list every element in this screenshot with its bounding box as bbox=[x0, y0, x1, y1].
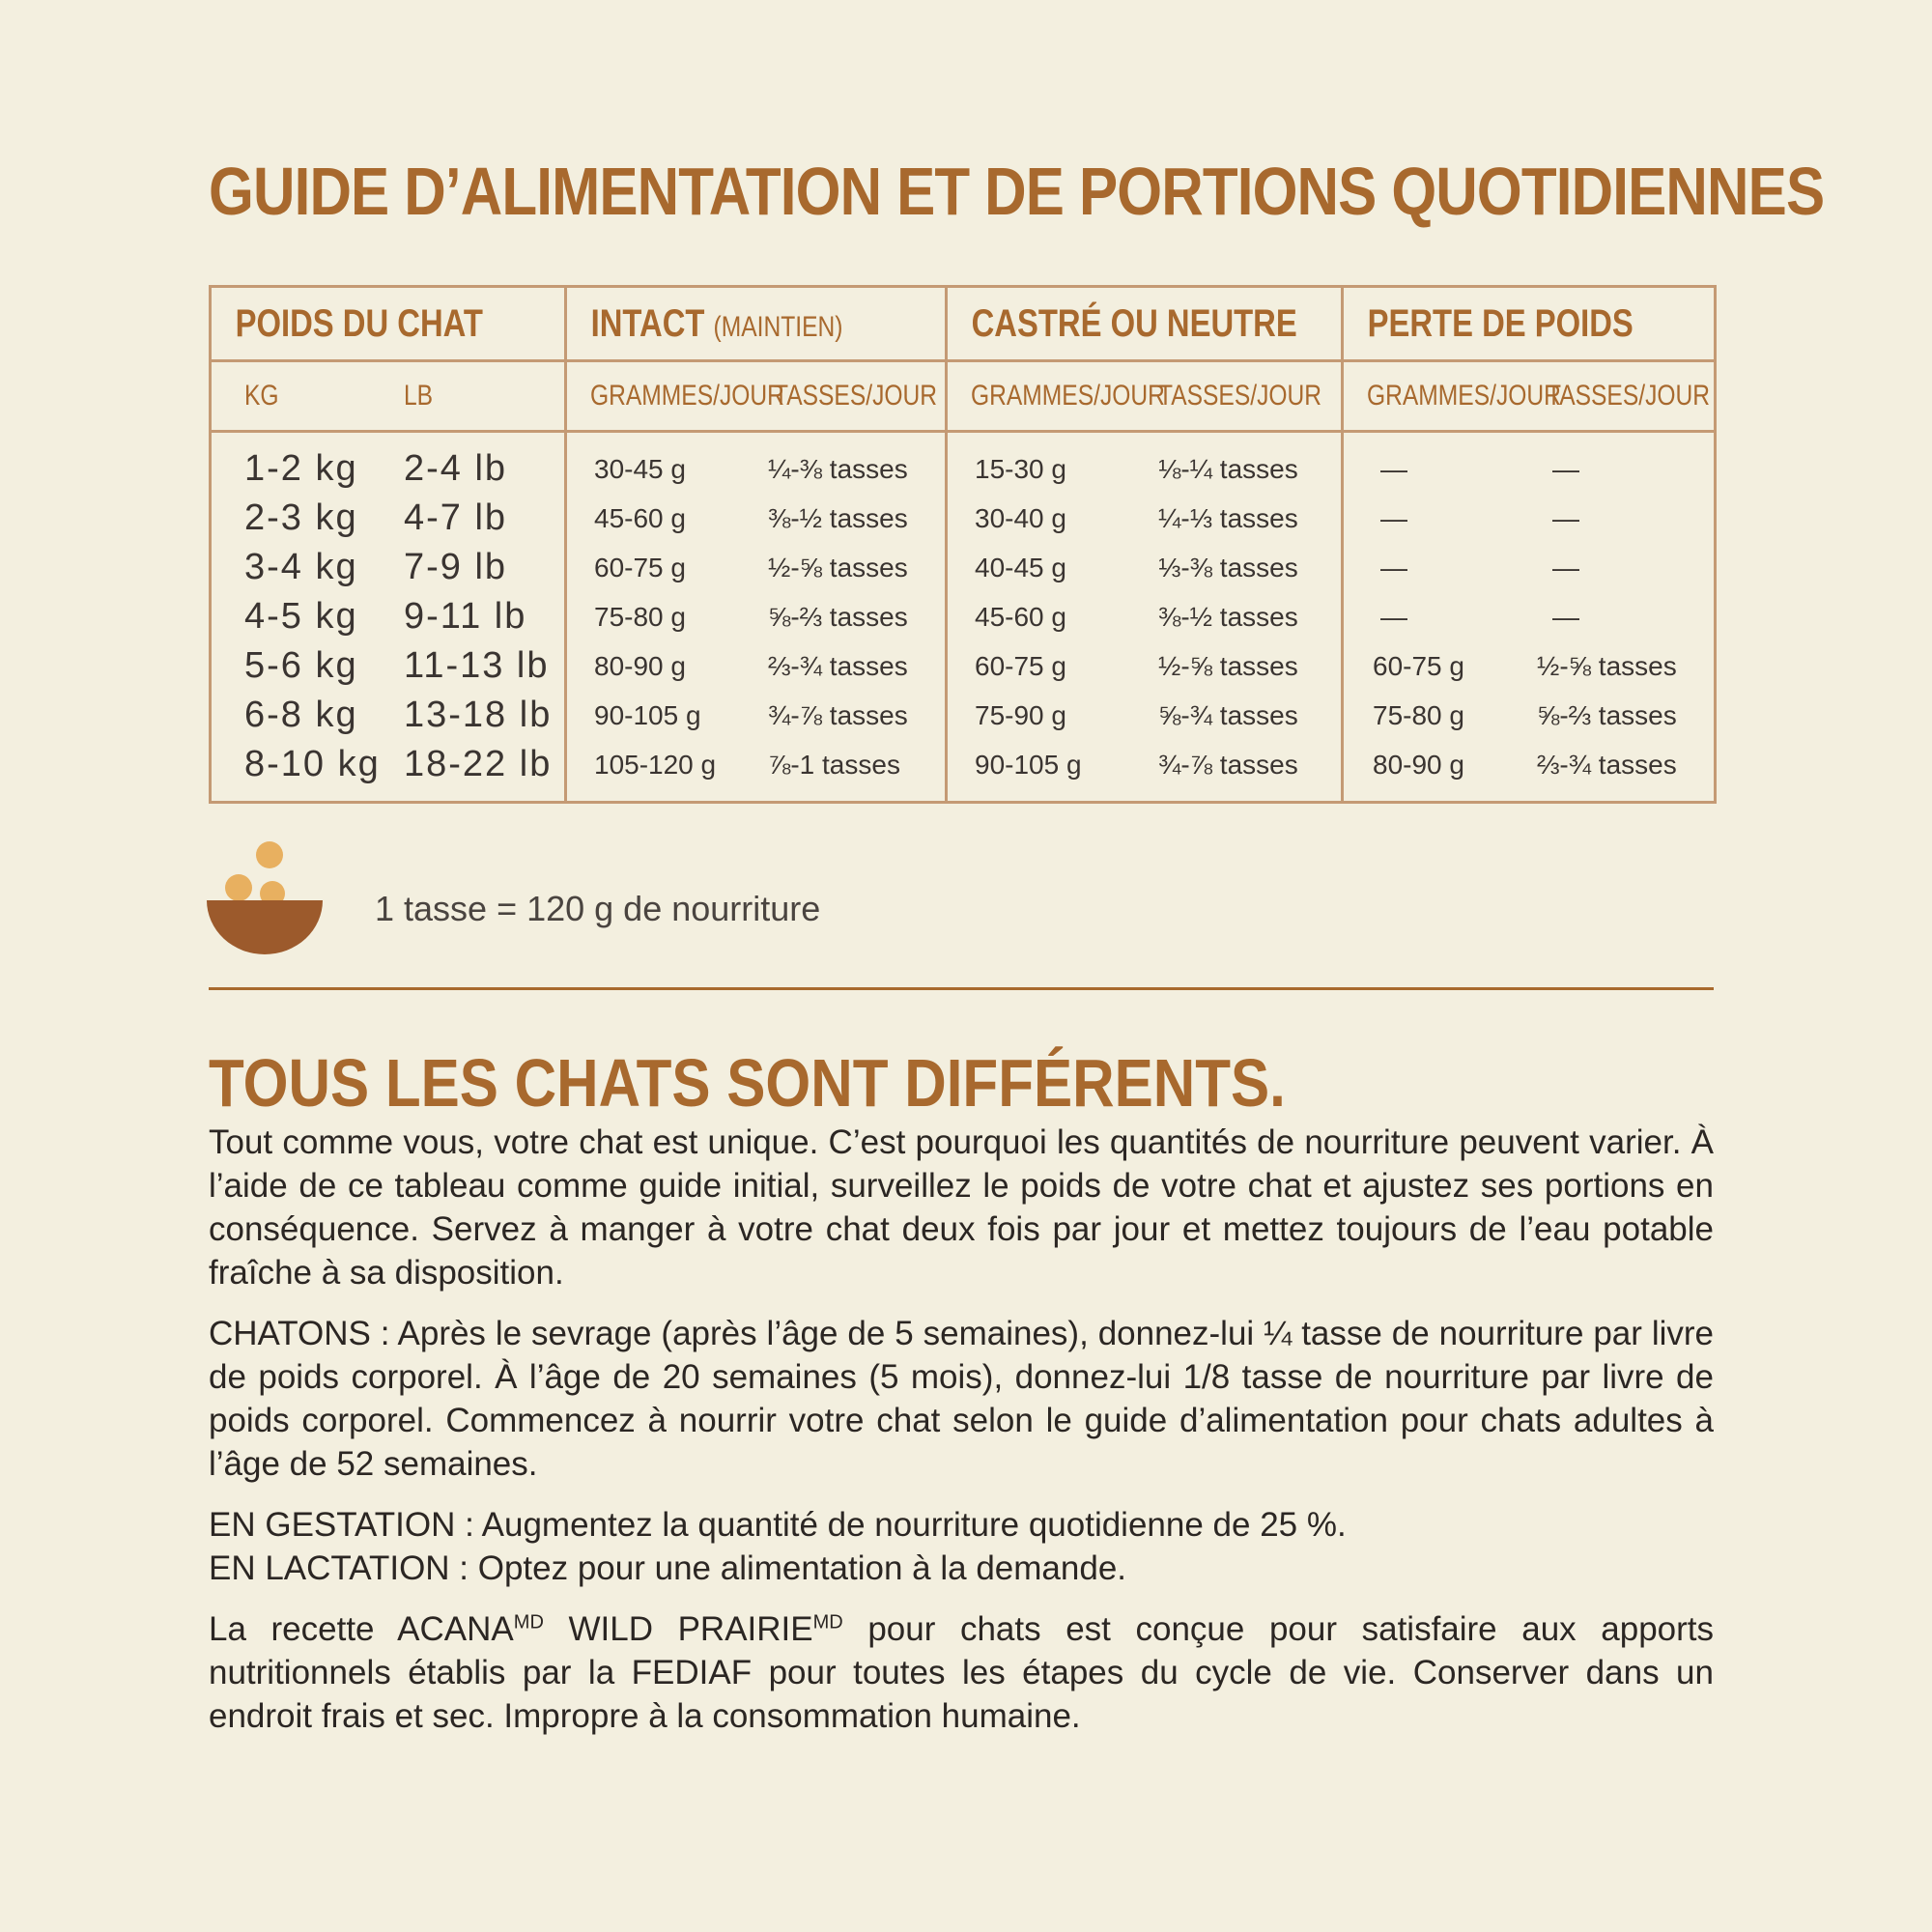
table-cell: — bbox=[1380, 601, 1407, 632]
unit-cups: TASSES/JOUR bbox=[1158, 380, 1322, 412]
table-cell: — bbox=[1552, 552, 1579, 582]
table-header-row bbox=[211, 287, 1716, 361]
table-cell: 9-11 lb bbox=[404, 596, 527, 637]
table-row bbox=[211, 432, 1716, 495]
table-cell: 8-10 kg bbox=[244, 744, 381, 784]
table-cell: ⅜-½ tasses bbox=[768, 502, 908, 533]
table-cell: 1-2 kg bbox=[244, 448, 358, 489]
table-cell: 30-40 g bbox=[975, 502, 1066, 533]
table-cell: 75-80 g bbox=[594, 601, 686, 632]
table-cell: ⅝-⅔ tasses bbox=[768, 601, 908, 632]
table-cell: 90-105 g bbox=[594, 699, 701, 730]
table-cell: 5-6 kg bbox=[244, 645, 358, 686]
table-cell: 80-90 g bbox=[1373, 749, 1464, 780]
divider bbox=[209, 987, 1714, 990]
table-cell: ⅝-⅔ tasses bbox=[1537, 699, 1677, 730]
table-cell: ¾-⅞ tasses bbox=[768, 699, 908, 730]
table-cell: 4-7 lb bbox=[404, 497, 508, 538]
table-cell: 80-90 g bbox=[594, 650, 686, 681]
unit-kg: KG bbox=[244, 380, 279, 412]
table-cell: — bbox=[1552, 601, 1579, 632]
table-cell: ⅔-¾ tasses bbox=[1537, 749, 1677, 780]
table-cell: 60-75 g bbox=[975, 650, 1066, 681]
header-weight-loss: PERTE DE POIDS bbox=[1343, 287, 1716, 361]
table-row bbox=[211, 740, 1716, 803]
table-row bbox=[211, 494, 1716, 543]
table-cell: — bbox=[1380, 552, 1407, 582]
table-cell: ¼-⅓ tasses bbox=[1158, 502, 1298, 533]
table-cell: 60-75 g bbox=[1373, 650, 1464, 681]
intro-paragraph: Tout comme vous, votre chat est unique. C’est pourquoi les quantités de nourriture peuvent varier. À l’aide de ce tableau comme guide initial, surveillez le poids de votre chat et ajustez ses portions en conséquence. Servez à manger à votre chat deux fois par jour et mettez toujours de l’eau potable fraîche à sa disposition. bbox=[209, 1123, 1714, 1292]
cup-note bbox=[209, 833, 1714, 987]
table-row bbox=[211, 691, 1716, 740]
header-neutered: CASTRÉ OU NEUTRE bbox=[947, 287, 1343, 361]
table-cell: 11-13 lb bbox=[404, 645, 550, 686]
gestation-line: EN GESTATION : Augmentez la quantité de nourriture quotidienne de 25 %. bbox=[209, 1506, 1347, 1544]
table-cell: 3-4 kg bbox=[244, 547, 358, 587]
unit-cups: TASSES/JOUR bbox=[774, 380, 938, 412]
table-cell: 40-45 g bbox=[975, 552, 1066, 582]
unit-grams: GRAMMES/JOUR bbox=[590, 380, 784, 412]
table-row bbox=[211, 592, 1716, 641]
table-cell: ¾-⅞ tasses bbox=[1158, 749, 1298, 780]
table-cell: ⅔-¾ tasses bbox=[768, 650, 908, 681]
kittens-paragraph: CHATONS : Après le sevrage (après l’âge de 5 semaines), donnez-lui ¼ tasse de nourriture par livre de poids corporel. À l’âge de 20 semaines (5 mois), donnez-lui 1/8 tasse de nourriture par livre de poids corporel. Commencez à nourrir votre chat selon le guide d’alimentation pour chats adultes à l’âge de 52 semaines. bbox=[209, 1315, 1714, 1483]
table-cell: ½-⅝ tasses bbox=[1158, 650, 1298, 681]
table-cell: — bbox=[1552, 502, 1579, 533]
table-cell: — bbox=[1552, 453, 1579, 484]
unit-grams: GRAMMES/JOUR bbox=[1367, 380, 1561, 412]
feeding-table bbox=[209, 285, 1717, 804]
table-cell: ¼-⅜ tasses bbox=[768, 453, 908, 484]
table-cell: 2-4 lb bbox=[404, 448, 508, 489]
table-cell: 13-18 lb bbox=[404, 695, 553, 735]
table-cell: 90-105 g bbox=[975, 749, 1082, 780]
table-cell: 2-3 kg bbox=[244, 497, 358, 538]
cup-conversion-text: 1 tasse = 120 g de nourriture bbox=[375, 889, 821, 928]
table-cell: ⅝-¾ tasses bbox=[1158, 699, 1298, 730]
table-row bbox=[211, 543, 1716, 592]
table-cell: 6-8 kg bbox=[244, 695, 358, 735]
table-cell: ⅞-1 tasses bbox=[768, 749, 900, 780]
feeding-guide bbox=[209, 154, 1825, 1755]
table-cell: 30-45 g bbox=[594, 453, 686, 484]
table-cell: ⅛-¼ tasses bbox=[1158, 453, 1298, 484]
table-cell: 18-22 lb bbox=[404, 744, 553, 784]
table-cell: 4-5 kg bbox=[244, 596, 358, 637]
table-cell: ⅜-½ tasses bbox=[1158, 601, 1298, 632]
table-cell: 15-30 g bbox=[975, 453, 1066, 484]
unit-cups: TASSES/JOUR bbox=[1547, 380, 1711, 412]
table-cell: 75-80 g bbox=[1373, 699, 1464, 730]
table-row bbox=[211, 641, 1716, 691]
lactation-line: EN LACTATION : Optez pour une alimentation à la demande. bbox=[209, 1549, 1127, 1587]
table-cell: 105-120 g bbox=[594, 749, 717, 780]
table-cell: ⅓-⅜ tasses bbox=[1158, 552, 1298, 582]
table-cell: 45-60 g bbox=[594, 502, 686, 533]
bowl-with-kibble-icon bbox=[205, 833, 330, 958]
table-cell: — bbox=[1380, 453, 1407, 484]
header-intact: INTACT (MAINTIEN) bbox=[566, 287, 947, 361]
table-cell: — bbox=[1380, 502, 1407, 533]
table-cell: 7-9 lb bbox=[404, 547, 508, 587]
table-cell: 45-60 g bbox=[975, 601, 1066, 632]
unit-header-row bbox=[211, 361, 1716, 432]
table-cell: ½-⅝ tasses bbox=[1537, 650, 1677, 681]
table-cell: 60-75 g bbox=[594, 552, 686, 582]
table-body bbox=[211, 432, 1716, 803]
section-title: TOUS LES CHATS SONT DIFFÉRENTS. bbox=[209, 1045, 1286, 1121]
unit-lb: LB bbox=[404, 380, 434, 412]
table-cell: 75-90 g bbox=[975, 699, 1066, 730]
header-weight: POIDS DU CHAT bbox=[211, 287, 566, 361]
unit-grams: GRAMMES/JOUR bbox=[971, 380, 1165, 412]
recipe-paragraph: La recette $ACANA^{MD}$ WILD $PRAIRIE^{MD}$ pour chats est conçue pour satisfaire aux apports nutritionnels établis par la FEDIAF pour toutes les étapes du cycle de vie. Conserver dans un endroit frais et sec. Impropre à la consommation humaine. bbox=[209, 1610, 1715, 1735]
page-title: GUIDE D’ALIMENTATION ET DE PORTIONS QUOTIDIENNES bbox=[209, 154, 1825, 229]
table-cell: ½-⅝ tasses bbox=[768, 552, 908, 582]
